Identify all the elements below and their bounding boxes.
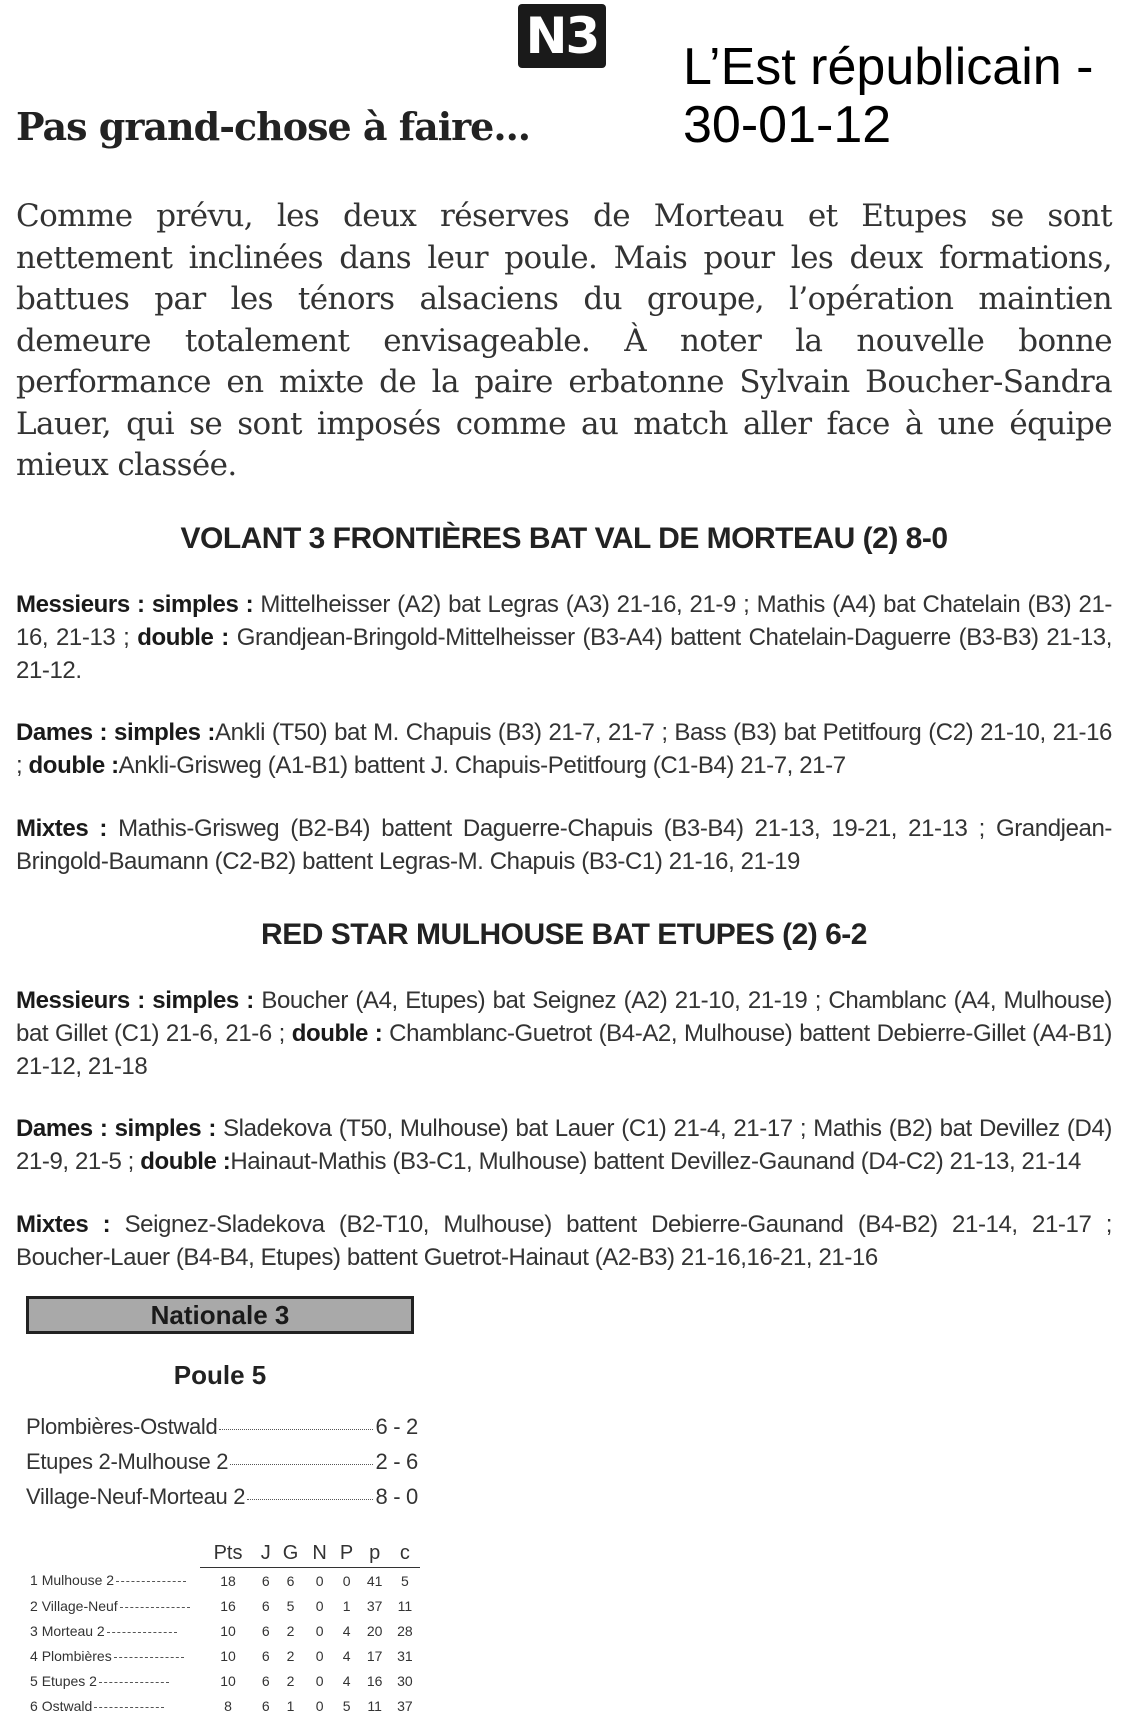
team-name: Plombières [41, 1647, 112, 1664]
score-teams: Etupes 2-Mulhouse 2 [26, 1449, 229, 1474]
match1-dames-double-text: Ankli-Grisweg (A1-B1) battent J. Chapuis-Petitfourg (C1-B4) 21-7, 21-7 [118, 752, 846, 779]
score-teams: Village-Neuf-Morteau 2 [26, 1484, 246, 1509]
standings-header-row [30, 1540, 420, 1568]
pts-cell: 10 [220, 1672, 236, 1689]
n-cell: 0 [315, 1572, 324, 1589]
team-cell [30, 1643, 200, 1668]
g-cell: 2 [286, 1672, 295, 1689]
article-intro: Comme prévu, les deux réserves de Morteau et Etupes se sont nettement inclinées dans leur poule. Mais pour les deux formations, battues par les ténors alsaciens du groupe, l’opération maintien demeure totalement envisageable. À noter la nouvelle bonne performance en mixte de la paire erbatonne Sylvain Boucher-Sandra Lauer, qui se sont imposés comme au match aller face à une équipe mieux classée. [16, 198, 1112, 483]
match1-dames-double-label: double : [28, 752, 119, 779]
leader-dash [116, 1581, 186, 1582]
match1-dames [16, 716, 1112, 782]
j-cell: 6 [261, 1672, 270, 1689]
n-cell: 0 [315, 1597, 324, 1614]
g-cell: 1 [286, 1697, 295, 1714]
leader-dash [120, 1607, 190, 1608]
article-title: Pas grand-chose à faire... [16, 104, 531, 149]
c-cell: 31 [397, 1647, 413, 1664]
team-name: Etupes 2 [41, 1672, 97, 1689]
pp-cell: 20 [366, 1622, 383, 1639]
j-cell: 6 [261, 1572, 270, 1589]
j-cell: 6 [261, 1647, 270, 1664]
match1-dames-text: Ankli (T50) bat M. Chapuis (B3) 21-7, 21-7 ; Bass (B3) bat Petitfourg (C2) 21-10, 21-16 ; [16, 719, 1112, 779]
rank: 6 [30, 1697, 38, 1714]
g-cell: 6 [286, 1572, 295, 1589]
j-cell: 6 [261, 1597, 270, 1614]
match2-mixtes-text: Seignez-Sladekova (B2-T10, Mulhouse) battent Debierre-Gaunand (B4-B2) 21-14, 21-17 ; Boucher-Lauer (B4-B4, Etupes) battent Guetrot-Hainaut (A2-B3) 21-16,16-21, 21-16 [16, 1211, 1113, 1271]
table-row [30, 1693, 420, 1718]
c-cell: 11 [397, 1597, 413, 1614]
header-g: G [275, 1540, 305, 1568]
leader-dots [247, 1499, 373, 1500]
j-cell: 6 [261, 1697, 270, 1714]
leader-dots [219, 1429, 373, 1430]
header-pts: Pts [200, 1540, 256, 1568]
rank: 3 [30, 1622, 38, 1639]
p-cell: 1 [342, 1597, 351, 1614]
pts-cell: 18 [220, 1572, 236, 1589]
match2-messieurs-text: Boucher (A4, Etupes) bat Seignez (A2) 21-10, 21-19 ; Chamblanc (A4, Mulhouse) bat Gillet (C1) 21-6, 21-6 ; [16, 987, 1112, 1047]
pp-cell: 17 [366, 1647, 383, 1664]
match2-dames-double-text: Hainaut-Mathis (B3-C1, Mulhouse) battent Devillez-Gaunand (D4-C2) 21-13, 21-14 [230, 1148, 1081, 1175]
score-teams: Plombières-Ostwald [26, 1414, 218, 1439]
pts-cell: 8 [224, 1697, 232, 1714]
leader-dash [107, 1632, 177, 1633]
standings-table [30, 1540, 420, 1718]
source-caption: L’Est républicain - 30-01-12 [683, 38, 1094, 154]
leader-dots [230, 1464, 373, 1465]
rank: 4 [30, 1647, 38, 1664]
leader-dash [94, 1707, 164, 1708]
match2-messieurs-double-text: Chamblanc-Guetrot (B4-A2, Mulhouse) battent Debierre-Gillet (A4-B1) 21-12, 21-18 [16, 1020, 1112, 1080]
header-n: N [306, 1540, 334, 1568]
team-name: Mulhouse 2 [41, 1572, 115, 1589]
n-cell: 0 [315, 1647, 324, 1664]
team-cell [30, 1568, 200, 1594]
match1-messieurs-text: Mittelheisser (A2) bat Legras (A3) 21-16, 21-9 ; Mathis (A4) bat Chatelain (B3) 21-16, 21-13 ; [16, 591, 1112, 651]
n3-badge: N3 [518, 4, 606, 68]
team-name: Morteau 2 [41, 1622, 105, 1639]
match2-dames [16, 1112, 1112, 1178]
c-cell: 30 [397, 1672, 413, 1689]
pts-cell: 10 [220, 1647, 236, 1664]
header-c: c [390, 1540, 420, 1568]
rank: 1 [30, 1572, 38, 1589]
match2-dames-label: Dames : simples : [16, 1115, 216, 1142]
scores-list [26, 1414, 418, 1519]
match1-title: VOLANT 3 FRONTIÈRES BAT VAL DE MORTEAU (2) 8-0 [180, 522, 948, 555]
n-cell: 0 [315, 1622, 324, 1639]
match2-messieurs [16, 984, 1112, 1083]
team-cell [30, 1668, 200, 1693]
team-cell [30, 1593, 200, 1618]
poule-title: Poule 5 [173, 1360, 267, 1390]
score-row [26, 1484, 418, 1519]
score-value: 6 - 2 [375, 1414, 418, 1439]
table-row [30, 1668, 420, 1693]
match1-mixtes [16, 812, 1112, 878]
match2-messieurs-label: Messieurs : simples : [16, 987, 254, 1014]
nationale-header: Nationale 3 [26, 1296, 414, 1334]
match1-mixtes-text: Mathis-Grisweg (B2-B4) battent Daguerre-Chapuis (B3-B4) 21-13, 19-21, 21-13 ; Grandjean-Bringold-Baumann (C2-B2) battent Legras-M. Chapuis (B3-C1) 21-16, 21-19 [16, 815, 1113, 875]
n-cell: 0 [315, 1672, 324, 1689]
score-row [26, 1414, 418, 1449]
header-j: J [256, 1540, 275, 1568]
leader-dash [99, 1682, 169, 1683]
table-row [30, 1593, 420, 1618]
c-cell: 37 [397, 1697, 413, 1714]
match1-messieurs [16, 588, 1112, 687]
pp-cell: 11 [367, 1697, 382, 1714]
team-cell [30, 1618, 200, 1643]
table-row [30, 1618, 420, 1643]
pp-cell: 37 [366, 1597, 383, 1614]
header-pp: p [360, 1540, 390, 1568]
header-team [30, 1540, 200, 1568]
match1-dames-label: Dames : simples : [16, 719, 216, 746]
match2-title: RED STAR MULHOUSE BAT ETUPES (2) 6-2 [261, 918, 867, 951]
match1-messieurs-double-label: double : [137, 624, 229, 651]
rank: 2 [30, 1597, 38, 1614]
g-cell: 2 [286, 1647, 295, 1664]
match2-messieurs-double-label: double : [291, 1020, 383, 1047]
c-cell: 28 [397, 1622, 413, 1639]
table-row [30, 1568, 420, 1594]
c-cell: 5 [400, 1572, 409, 1589]
score-value: 2 - 6 [375, 1449, 418, 1474]
rank: 5 [30, 1672, 38, 1689]
table-row [30, 1643, 420, 1668]
p-cell: 0 [342, 1572, 351, 1589]
p-cell: 4 [342, 1622, 351, 1639]
g-cell: 5 [286, 1597, 295, 1614]
pts-cell: 16 [220, 1597, 236, 1614]
pp-cell: 16 [366, 1672, 383, 1689]
team-name: Ostwald [41, 1697, 93, 1714]
match2-mixtes-label: Mixtes : [16, 1211, 111, 1238]
p-cell: 4 [342, 1647, 351, 1664]
j-cell: 6 [261, 1622, 270, 1639]
match1-messieurs-label: Messieurs : simples : [16, 591, 254, 618]
score-row [26, 1449, 418, 1484]
g-cell: 2 [286, 1622, 295, 1639]
score-value: 8 - 0 [375, 1484, 418, 1509]
n-cell: 0 [315, 1697, 324, 1714]
match2-dames-double-label: double : [140, 1148, 231, 1175]
team-name: Village-Neuf [41, 1597, 118, 1614]
match1-messieurs-double-text: Grandjean-Bringold-Mittelheisser (B3-A4) battent Chatelain-Daguerre (B3-B3) 21-13, 21-12. [16, 624, 1112, 684]
leader-dash [114, 1657, 184, 1658]
team-cell [30, 1693, 200, 1718]
pts-cell: 10 [220, 1622, 236, 1639]
header-p: P [334, 1540, 360, 1568]
match2-dames-text: Sladekova (T50, Mulhouse) bat Lauer (C1) 21-4, 21-17 ; Mathis (B2) bat Devillez (D4) 21-9, 21-5 ; [16, 1115, 1112, 1175]
match2-mixtes [16, 1208, 1112, 1274]
p-cell: 4 [342, 1672, 351, 1689]
pp-cell: 41 [366, 1572, 383, 1589]
match1-mixtes-label: Mixtes : [16, 815, 107, 842]
p-cell: 5 [342, 1697, 351, 1714]
